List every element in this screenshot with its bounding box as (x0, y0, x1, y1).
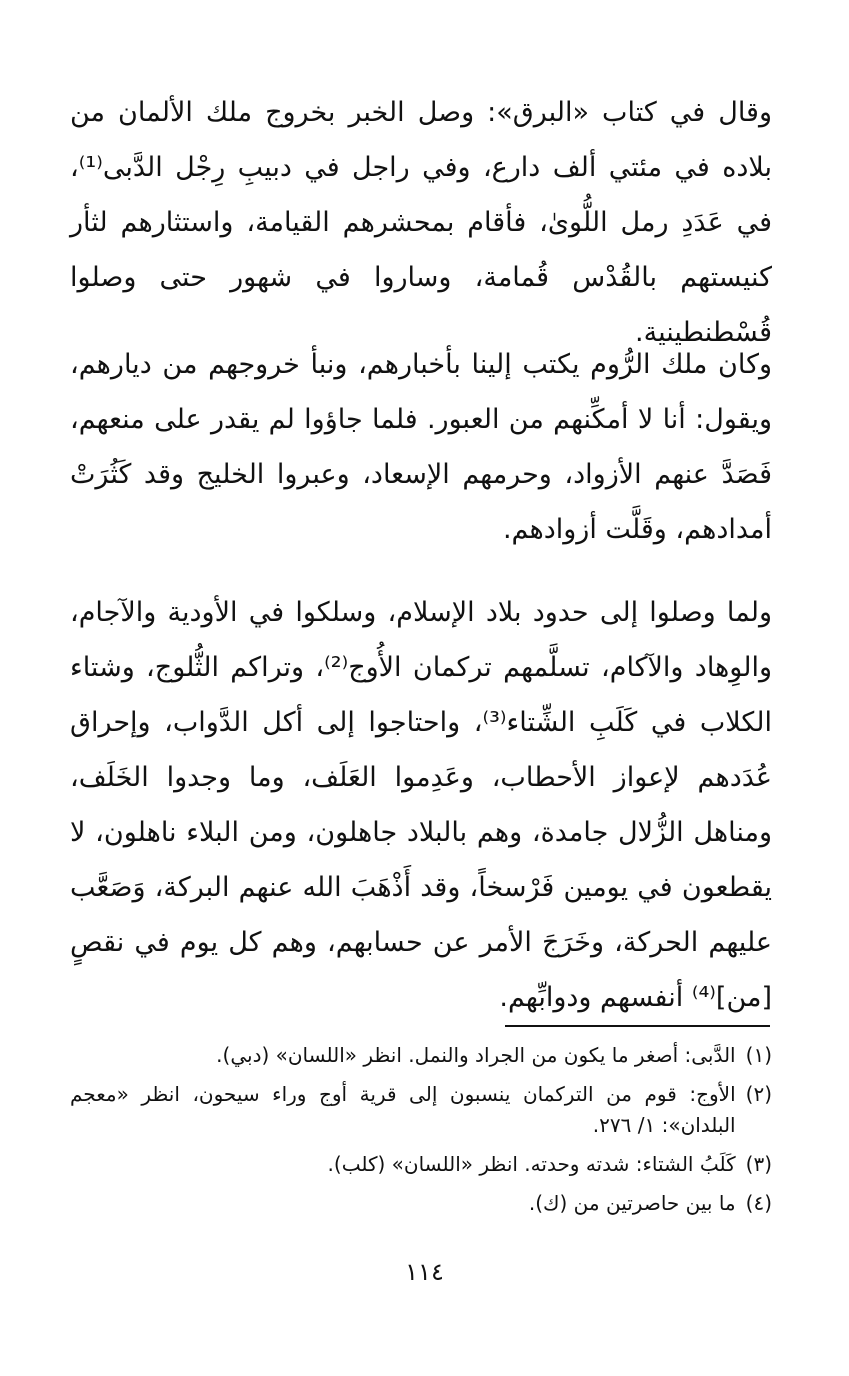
footnote-number: (٤) (745, 1191, 772, 1215)
footnote-divider (505, 1025, 770, 1027)
footnote-text: الأوج: قوم من التركمان ينسبون إلى قرية أوج وراء سيحون، انظر «معجم البلدان»: ١/ ٢٧٦. (70, 1082, 736, 1137)
footnote-text: الدَّبى: أصغر ما يكون من الجراد والنمل. انظر «اللسان» (دبي). (216, 1043, 736, 1067)
paragraph-text: وقال في كتاب «البرق»: وصل الخبر بخروج ملك الألمان من بلاده في مئتي ألف دارع، وفي راجل في دبيبِ رِجْل الدَّبى⁽¹⁾، في عَدَدِ رمل اللُّوىٰ، فأقام بمحشرهم القيامة، واستثارهم لثأر كنيستهم بالقُدْس قُمامة، وساروا في شهور حتى وصلوا قُسْطنطينية. (70, 97, 772, 348)
body-paragraph-3 (70, 585, 772, 1025)
body-paragraph-2 (70, 337, 772, 557)
footnote-item (70, 1149, 772, 1180)
paragraph-text: وكان ملك الرُّوم يكتب إلينا بأخبارهم، ونبأ خروجهم من ديارهم، ويقول: أنا لا أمكِّنهم من العبور. فلما جاؤوا لم يقدر على منعهم، فَصَدَّ عنهم الأزواد، وحرمهم الإسعاد، وعبروا الخليج وقد كَثُرَتْ أمدادهم، وقَلَّت أزوادهم. (70, 349, 772, 545)
footnote-text: ما بين حاصرتين من (ك). (528, 1191, 736, 1215)
footnotes-section (70, 1040, 772, 1227)
body-paragraph-1 (70, 85, 772, 360)
footnote-text: كَلَبُ الشتاء: شدته وحدته. انظر «اللسان» (كلب). (327, 1152, 736, 1176)
paragraph-text: ولما وصلوا إلى حدود بلاد الإسلام، وسلكوا في الأودية والآجام، والوِهاد والآكام، تسلَّمهم تركمان الأُوج⁽²⁾، وتراكم الثُّلوج، وشتاء الكلاب في كَلَبِ الشِّتاء⁽³⁾، واحتاجوا إلى أكل الدَّواب، وإحراق عُدَدهم لإعواز الأحطاب، وعَدِموا العَلَف، وما وجدوا الخَلَف، ومناهل الزُّلال جامدة، وهم بالبلاد جاهلون، ومن البلاء ناهلون، لا يقطعون في يومين فَرْسخاً، وقد أَذْهَبَ الله عنهم البركة، وَصَعَّب عليهم الحركة، وخَرَجَ الأمر عن حسابهم، وهم كل يوم في نقصٍ [من]⁽⁴⁾ أنفسهم ودوابِّهم. (70, 597, 772, 1013)
footnote-number: (٢) (745, 1082, 772, 1106)
footnote-item (70, 1079, 772, 1141)
page-number: ١١٤ (405, 1258, 444, 1286)
footnote-item (70, 1040, 772, 1071)
footnote-item (70, 1188, 772, 1219)
footnote-number: (٣) (745, 1152, 772, 1176)
footnote-number: (١) (745, 1043, 772, 1067)
